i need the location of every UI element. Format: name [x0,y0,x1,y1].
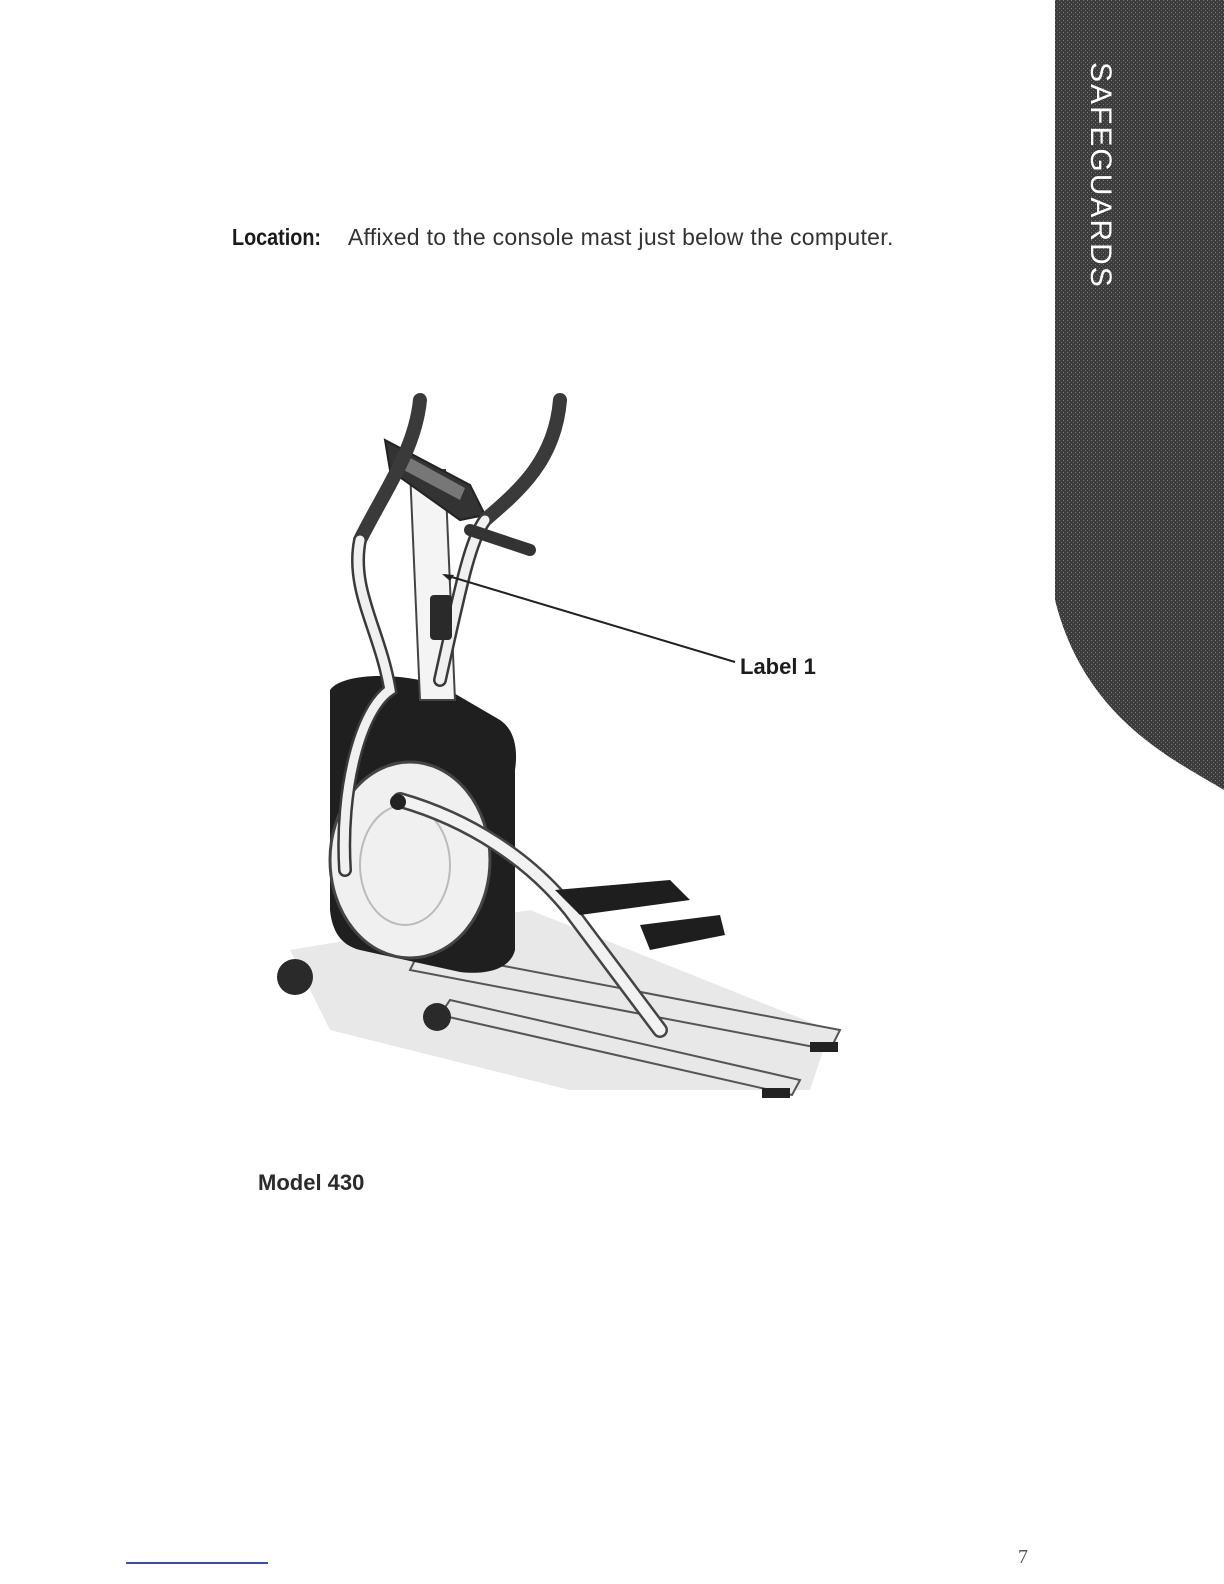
figure-caption: Model 430 [258,1170,365,1195]
wheel-left [277,959,313,995]
elliptical-trainer-illustration [270,390,870,1110]
location-label: Location: [232,224,322,250]
rail-foot [810,1042,838,1052]
bottle-holder [430,595,452,640]
pedal-right [640,915,725,950]
label-1-callout: Label 1 [740,654,816,679]
section-tab-label: SAFEGUARDS [1084,61,1117,289]
location-text: Affixed to the console mast just below the computer. [347,224,894,250]
pedal-left [555,880,690,915]
footer-rule [126,1562,268,1564]
location-line [232,224,894,251]
page-number: 7 [1018,1546,1028,1568]
rail-foot-2 [762,1088,790,1098]
wheel-right [423,1003,451,1031]
label-1-leader-line [445,575,735,662]
